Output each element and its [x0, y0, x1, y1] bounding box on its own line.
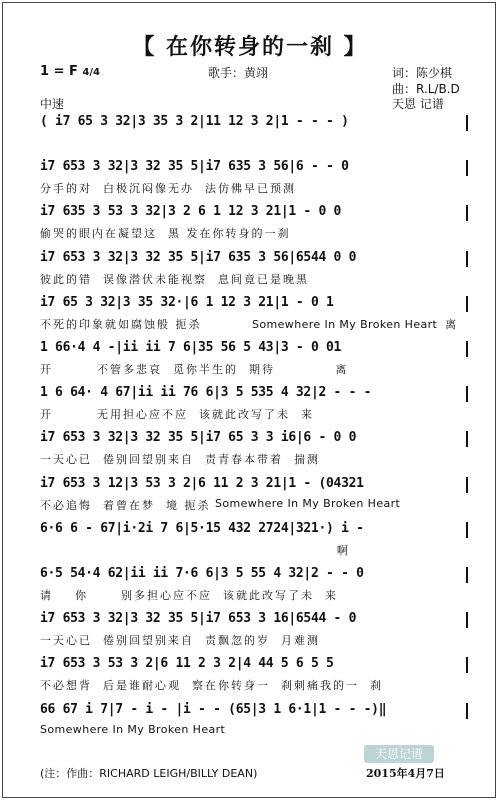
barline: [466, 160, 468, 176]
notation-row: i7 653 3 32|3 32 35 5|i7 653 3 16|6544 - 0: [40, 611, 357, 626]
transcriber-label: 天恩 记谱: [392, 97, 444, 111]
notation-row: i7 65 3 32|3 35 32·|6 1 12 3 21|1 - 0 1: [40, 295, 334, 310]
barline: [466, 567, 468, 583]
lyric-row: 不必想背 后是谁耐心观 察在你转身一 刹刺痛我的一 刹: [40, 679, 383, 692]
barline: [466, 296, 468, 312]
key-signature: [40, 64, 100, 79]
lyric-row: 偷哭的眼内在凝望这 黑 发在你转身的一刹: [40, 227, 291, 240]
lyric-row: 分手的对 白极沉闷像无办 法仿佛早已预测: [40, 182, 296, 195]
notation-row: 1 6 64· 4 67|ii ii 76 6|3 5 535 4 32|2 - - -: [40, 385, 372, 400]
notation-row: 6·5 54·4 62|ii ii 7·6 6|3 5 55 4 32|2 - - 0: [40, 566, 364, 581]
lyricist-label: 词：陈少棋: [392, 66, 453, 80]
barline: [466, 115, 468, 131]
notation-row: 1 66·4 4 -|ii ii 7 6|35 56 5 43|3 - 0 01: [40, 340, 342, 355]
notation-row: i7 653 3 32|3 32 35 5|i7 635 3 56|6544 0 0: [40, 250, 357, 265]
notation-row: i7 653 3 12|3 53 3 2|6 11 2 3 21|1 - (04321: [40, 476, 364, 491]
notation-row: 66 67 i 7|7 - i - |i - - (65|3 1 6·1|1 - - -)‖: [40, 702, 387, 717]
transcription-date: 2015年4月7日: [366, 767, 445, 780]
lyric-row: 一天心已 倦别回望别来自 责青春本带着 揣测: [40, 453, 320, 466]
barline: [466, 703, 468, 719]
key-label: 1 = F: [40, 64, 78, 79]
barline: [466, 612, 468, 628]
tempo-marking: 中速: [40, 97, 65, 111]
composer-label: 曲：R.L/B.D: [392, 82, 460, 96]
lyric-row: 请 你 别多担心应不应 该就此改写了未 来: [40, 589, 338, 602]
notation-row: i7 653 3 32|3 32 35 5|i7 635 3 56|6 - - 0: [40, 159, 349, 174]
barline: [466, 341, 468, 357]
singer-label: 歌手：黄翊: [208, 66, 269, 80]
song-title: 【 在你转身的一刹 】: [132, 35, 368, 60]
lyric-row: 不死的印象就如腐蚀般 扼杀: [40, 318, 202, 331]
lyric-row: 开 无用担心应不应 该就此改写了未 来: [40, 408, 314, 421]
barline: [466, 522, 468, 538]
lyric-row: 啊: [40, 544, 350, 557]
notation-row: i7 653 3 32|3 32 35 5|i7 65 3 3 i6|6 - 0 0: [40, 430, 357, 445]
barline: [466, 431, 468, 447]
barline: [466, 657, 468, 673]
lyric-row: 不必追悔 着曾在梦 境 扼杀: [40, 499, 211, 512]
notation-row: 6·6 6 - 67|i·2i 7 6|5·15 432 2724|321·) i -: [40, 521, 364, 536]
lyric-row: 开 不管多悲哀 觅你半生的 期待 离: [40, 363, 349, 376]
barline: [466, 205, 468, 221]
notation-row: ( i7 65 3 32|3 35 3 2|11 12 3 2|1 - - - ): [40, 114, 349, 129]
barline: [466, 477, 468, 493]
composer-footnote: (注：作曲：RICHARD LEIGH/BILLY DEAN): [40, 767, 258, 780]
lyric-row-english: Somewhere In My Broken Heart 离: [252, 318, 457, 331]
lyric-row-english: Somewhere In My Broken Heart: [215, 497, 401, 510]
barline: [466, 251, 468, 267]
lyric-row-english: Somewhere In My Broken Heart: [40, 723, 226, 736]
lyric-row: 一天心已 倦别回望别来自 责飘忽的岁 月难测: [40, 634, 320, 647]
watermark-stamp: 天恩记谱: [364, 745, 434, 763]
time-signature: 4/4: [82, 67, 100, 78]
notation-row: i7 635 3 53 3 32|3 2 6 1 12 3 21|1 - 0 0: [40, 204, 342, 219]
notation-row: i7 653 3 53 3 2|6 11 2 3 2|4 44 5 6 5 5: [40, 656, 334, 671]
barline: [466, 386, 468, 402]
lyric-row: 彼此的错 误像潜伏未能视察 息间竟已是晚黑: [40, 273, 309, 286]
